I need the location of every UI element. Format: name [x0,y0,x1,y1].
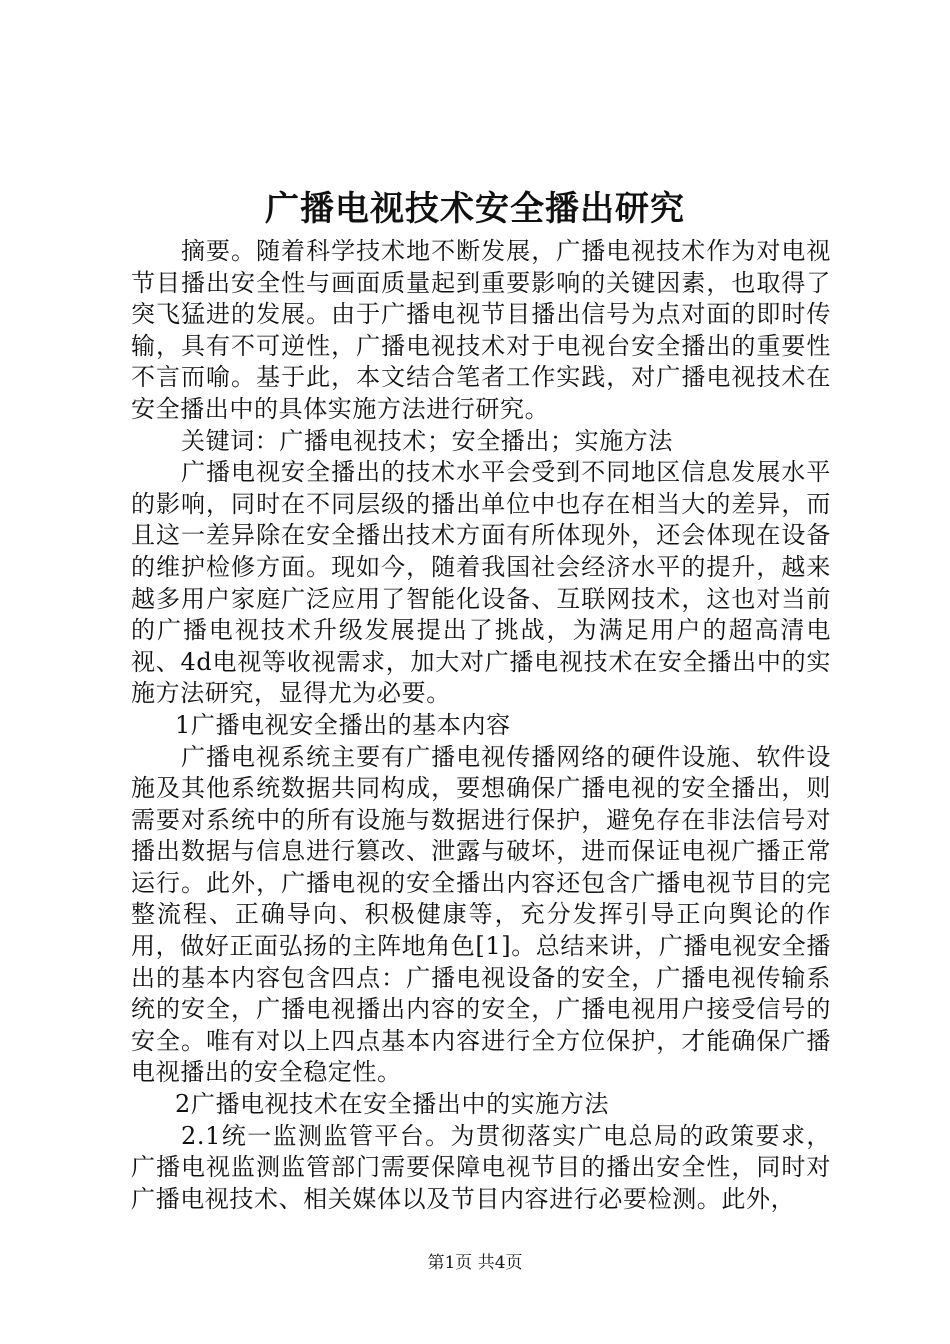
page-number-footer: 第1页 共4页 [427,1253,523,1273]
document-body [131,236,831,1215]
keywords-paragraph: 关键词：广播电视技术；安全播出；实施方法 [181,426,673,455]
section-1-paragraph: 广播电视系统主要有广播电视传播网络的硬件设施、软件设施及其他系统数据共同构成，要想确保广播电视的安全播出，则需要对系统中的所有设施与数据进行保护，避免存在非法信号对播出数据与信息进行篡改、泄露与破坏，进而保证电视广播正常运行。此外，广播电视的安全播出内容还包含广播电视节目的完整流程、正确导向、积极健康等，充分发挥引导正向舆论的作用，做好正面弘扬的主阵地角色[1]。总结来讲，广播电视安全播出的基本内容包含四点：广播电视设备的安全，广播电视传输系统的安全，广播电视播出内容的安全，广播电视用户接受信号的安全。唯有对以上四点基本内容进行全方位保护，才能确保广播电视播出的安全稳定性。 [131,742,831,1087]
intro-paragraph: 广播电视安全播出的技术水平会受到不同地区信息发展水平的影响，同时在不同层级的播出单位中也存在相当大的差异，而且这一差异除在安全播出技术方面有所体现外，还会体现在设备的维护检修方面。现如今，随着我国社会经济水平的提升，越来越多用户家庭广泛应用了智能化设备、互联网技术，这也对当前的广播电视技术升级发展提出了挑战，为满足用户的超高清电视、4d电视等收视需求，加大对广播电视技术在安全播出中的实施方法研究，显得尤为必要。 [131,458,831,708]
section-2-1-paragraph: 2.1统一监测监管平台。为贯彻落实广电总局的政策要求，广播电视监测监管部门需要保障电视节目的播出安全性，同时对广播电视技术、相关媒体以及节目内容进行必要检测。此外， [131,1121,831,1213]
section-2-heading: 2广播电视技术在安全播出中的实施方法 [175,1090,610,1119]
abstract-paragraph: 摘要。随着科学技术地不断发展，广播电视技术作为对电视节目播出安全性与画面质量起到重要影响的关键因素，也取得了突飞猛进的发展。由于广播电视节目播出信号为点对面的即时传输，具有不可逆性，广播电视技术对于电视台安全播出的重要性不言而喻。基于此，本文结合笔者工作实践，对广播电视技术在安全播出中的具体实施方法进行研究。 [131,237,831,423]
document-title: 广播电视技术安全播出研究 [265,189,685,229]
section-1-heading: 1广播电视安全播出的基本内容 [175,710,511,739]
